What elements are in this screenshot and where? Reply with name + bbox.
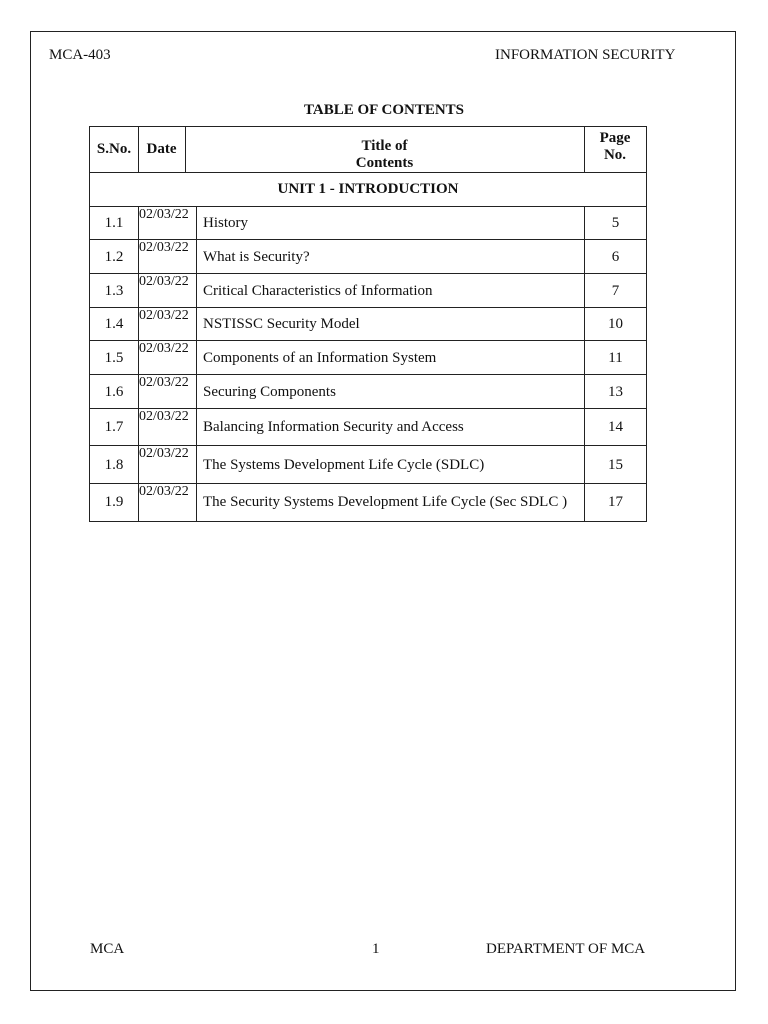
- row-sno: 1.3: [104, 282, 124, 299]
- row-sno: 1.5: [104, 349, 124, 366]
- toc-table: [89, 126, 647, 522]
- row-page: 5: [611, 215, 620, 231]
- row-page: 13: [608, 383, 623, 400]
- row-title: The Systems Development Life Cycle (SDLC): [203, 456, 485, 473]
- column-header-date: Date: [146, 141, 177, 157]
- grid-line: [584, 127, 585, 173]
- row-date: 02/03/22: [139, 484, 189, 499]
- row-date: 02/03/22: [139, 240, 189, 255]
- column-header-page: [584, 127, 646, 167]
- column-header-title: [185, 135, 584, 175]
- row-page: 10: [608, 316, 623, 332]
- row-title: The Security Systems Development Life Cycle (Sec SDLC ): [203, 494, 568, 510]
- unit-heading: UNIT 1 - INTRODUCTION: [277, 181, 459, 197]
- column-header-title-line1: Title of: [361, 138, 408, 154]
- row-date: 02/03/22: [139, 274, 189, 289]
- row-title: What is Security?: [203, 248, 310, 265]
- row-sno: 1.4: [104, 316, 124, 332]
- footer-department: DEPARTMENT OF MCA: [486, 941, 646, 957]
- column-header-page-line2: No.: [603, 147, 627, 163]
- column-header-sno: S.No.: [96, 141, 132, 157]
- course-title: INFORMATION SECURITY: [495, 47, 676, 63]
- column-header-page-line1: Page: [599, 130, 631, 146]
- row-sno: 1.8: [104, 456, 124, 473]
- row-sno: 1.2: [104, 248, 124, 265]
- grid-line: [138, 127, 139, 173]
- row-sno: 1.6: [104, 383, 124, 400]
- row-title: Balancing Information Security and Access: [203, 419, 464, 435]
- row-title: Securing Components: [203, 383, 336, 400]
- footer-left: MCA: [90, 941, 125, 957]
- row-page: 11: [608, 349, 623, 366]
- row-page: 14: [608, 419, 623, 435]
- row-date: 02/03/22: [139, 409, 189, 424]
- row-sno: 1.9: [104, 494, 124, 510]
- row-sno: 1.1: [104, 215, 124, 231]
- row-date: 02/03/22: [139, 446, 189, 461]
- row-page: 6: [611, 248, 620, 265]
- row-page: 7: [611, 282, 620, 299]
- course-code: MCA-403: [49, 47, 111, 63]
- row-date: 02/03/22: [139, 308, 189, 323]
- toc-title: TABLE OF CONTENTS: [303, 102, 465, 118]
- row-page: 17: [608, 494, 623, 510]
- page-number: 1: [372, 941, 380, 957]
- row-date: 02/03/22: [139, 207, 189, 222]
- grid-line: [185, 127, 186, 173]
- row-title: History: [203, 215, 248, 231]
- row-title: Components of an Information System: [203, 349, 437, 366]
- row-title: Critical Characteristics of Information: [203, 282, 433, 299]
- row-date: 02/03/22: [139, 375, 189, 390]
- row-sno: 1.7: [104, 419, 124, 435]
- column-header-title-line2: Contents: [355, 155, 414, 171]
- row-title: NSTISSC Security Model: [203, 316, 360, 332]
- row-page: 15: [608, 456, 623, 473]
- row-date: 02/03/22: [139, 341, 189, 356]
